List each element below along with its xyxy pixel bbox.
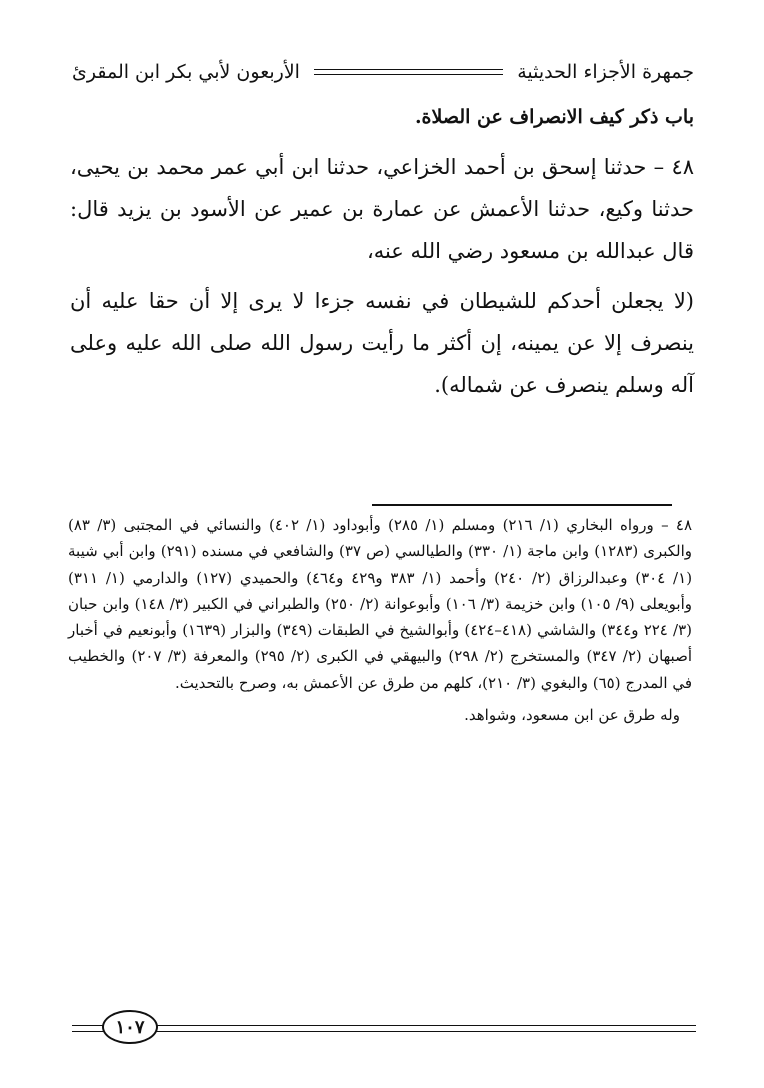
section-title: الأربعون لأبي بكر ابن المقرئ <box>72 61 300 83</box>
footnote-takhrij: ٤٨ – ورواه البخاري (١/ ٢١٦) ومسلم (١/ ٢٨٥) وأبوداود (١/ ٤٠٢) والنسائي في المجتبى (٣/ ٨٣) والكبرى (١٢٨٣) وابن ماجة (١/ ٣٣٠) والطيالسي (ص ٣٧) والشافعي في مسنده (٢٩١) وابن أبي شيبة (١/ ٣٠٤) وعبدالرزاق (٢/ ٢٤٠) وأحمد (١/ ٣٨٣ و٤٢٩ و٤٦٤) والحميدي (١٢٧) والدارمي (١/ ٣١١) وأبويعلى (٩/ ١٠٥) وابن خزيمة (٣/ ١٠٦) وأبوعوانة (٢/ ٢٥٠) والطبراني في الكبير (٣/ ١٤٨) وابن حبان (٣/ ٢٢٤ و٣٤٤) والشاشي (٤١٨–٤٢٤) وأبوالشيخ في الطبقات (٣٤٩) والبزار (١٦٣٩) وأبونعيم في أخبار أصبهان (٢/ ٣٤٧) والمستخرج (٢/ ٢٩٨) والبيهقي في الكبرى (٢/ ٢٩٥) والمعرفة (٣/ ٢٠٧) والخطيب في المدرج (٦٥) والبغوي (٣/ ٢١٠)، كلهم من طرق عن الأعمش به، وصرح بالتحديث. <box>68 516 693 692</box>
page-footer <box>72 1016 696 1048</box>
hadith-matn: (لا يجعلن أحدكم للشيطان في نفسه جزءا لا يرى إلا أن حقا عليه أن ينصرف إلا عن يمينه، إن أكثر ما رأيت رسول الله صلى الله عليه وعلى آله وسلم ينصرف عن شماله). <box>70 289 694 397</box>
chapter-heading: باب ذكر كيف الانصراف عن الصلاة. <box>414 106 694 128</box>
footnotes <box>68 512 692 728</box>
hadith-body <box>70 146 694 406</box>
header-divider <box>314 69 503 75</box>
footnote-note: وله طرق عن ابن مسعود، وشواهد. <box>464 706 680 725</box>
hadith-isnad: ٤٨ – حدثنا إسحق بن أحمد الخزاعي، حدثنا ابن أبي عمر محمد بن يحيى، حدثنا وكيع، حدثنا الأعمش عن عمارة بن عمير عن الأسود بن يزيد قال: قال عبدالله بن مسعود رضي الله عنه، <box>70 155 694 263</box>
footer-rule <box>72 1031 696 1032</box>
book-title: جمهرة الأجزاء الحديثية <box>517 61 694 83</box>
page-number: ١٠٧ <box>102 1010 158 1044</box>
footnote-separator <box>372 504 672 506</box>
footer-rule <box>72 1025 696 1026</box>
running-header <box>72 52 694 92</box>
